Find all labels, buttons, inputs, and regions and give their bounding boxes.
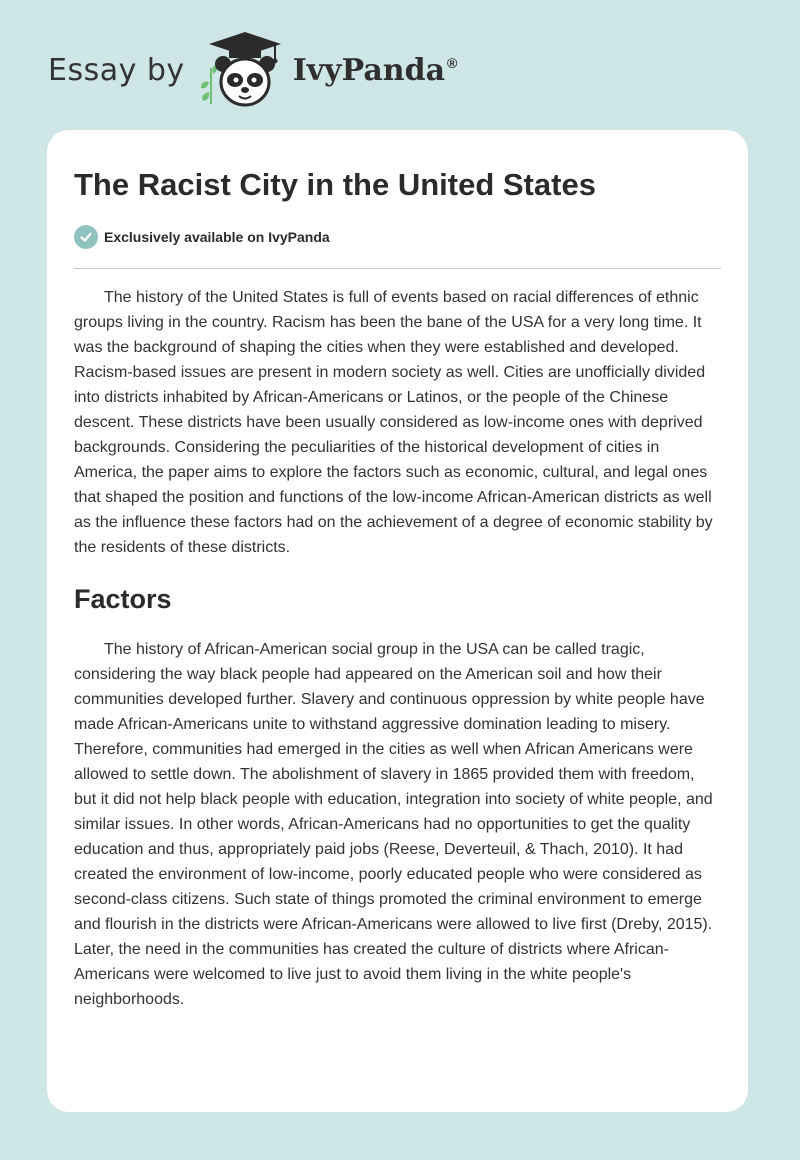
essay-card bbox=[47, 130, 748, 1112]
section-heading-factors: Factors bbox=[74, 584, 172, 614]
page-title: The Racist City in the United States bbox=[74, 167, 596, 202]
brand-name[interactable] bbox=[293, 53, 458, 88]
exclusive-badge bbox=[74, 224, 721, 250]
site-header bbox=[48, 30, 748, 110]
factors-paragraph: The history of African-American social group in the USA can be called tragic, considering the way black people had appeared on the American soil and how their communities developed further. Slavery and continuous oppression by white people have made African-Americans unite to withstand aggressive domination leading to misery. Therefore, communities had emerged in the cities as well when African Americans were allowed to settle down. The abolishment of slavery in 1865 provided them with freedom, but it did not help black people with education, integration into society of white people, and similar issues. In other words, African-Americans had no opportunities to get the quality education and thus, appropriately paid jobs (Reese, Deverteuil, & Thach, 2010). It had created the environment of low-income, poorly educated people who were considered as second-class citizens. Such state of things promoted the criminal environment to emerge and flourish in the districts were African-Americans were allowed to live first (Dreby, 2015). Later, the need in the communities has created the culture of districts where African-Americans were welcomed to live just to avoid them living in the white people's neighborhoods. bbox=[74, 641, 713, 1008]
panda-logo-icon[interactable] bbox=[195, 30, 287, 110]
intro-paragraph: The history of the United States is full of events based on racial differences of ethnic groups living in the country. Racism has been the bane of the USA for a very long time. It was the background of shaping the cities when they were established and developed. Racism-based issues are present in modern society as well. Cities are unofficially divided into districts inhabited by African-Americans or Latinos, or the people of the Chinese descent. These districts have been usually considered as low-income ones with deprived backgrounds. Considering the peculiarities of the historical development of cities in America, the paper aims to explore the factors such as economic, cultural, and legal ones that shaped the position and functions of the low-income African-American districts as well as the influence these factors had on the achievement of a degree of economic stability by the residents of these districts. bbox=[74, 289, 713, 556]
exclusive-badge-label: Exclusively available on IvyPanda bbox=[104, 229, 330, 245]
essay-by-label: Essay by bbox=[48, 52, 185, 88]
divider bbox=[74, 268, 721, 269]
check-icon bbox=[74, 225, 98, 249]
brand-label: IvyPanda bbox=[292, 52, 446, 88]
registered-mark: ® bbox=[447, 54, 458, 71]
